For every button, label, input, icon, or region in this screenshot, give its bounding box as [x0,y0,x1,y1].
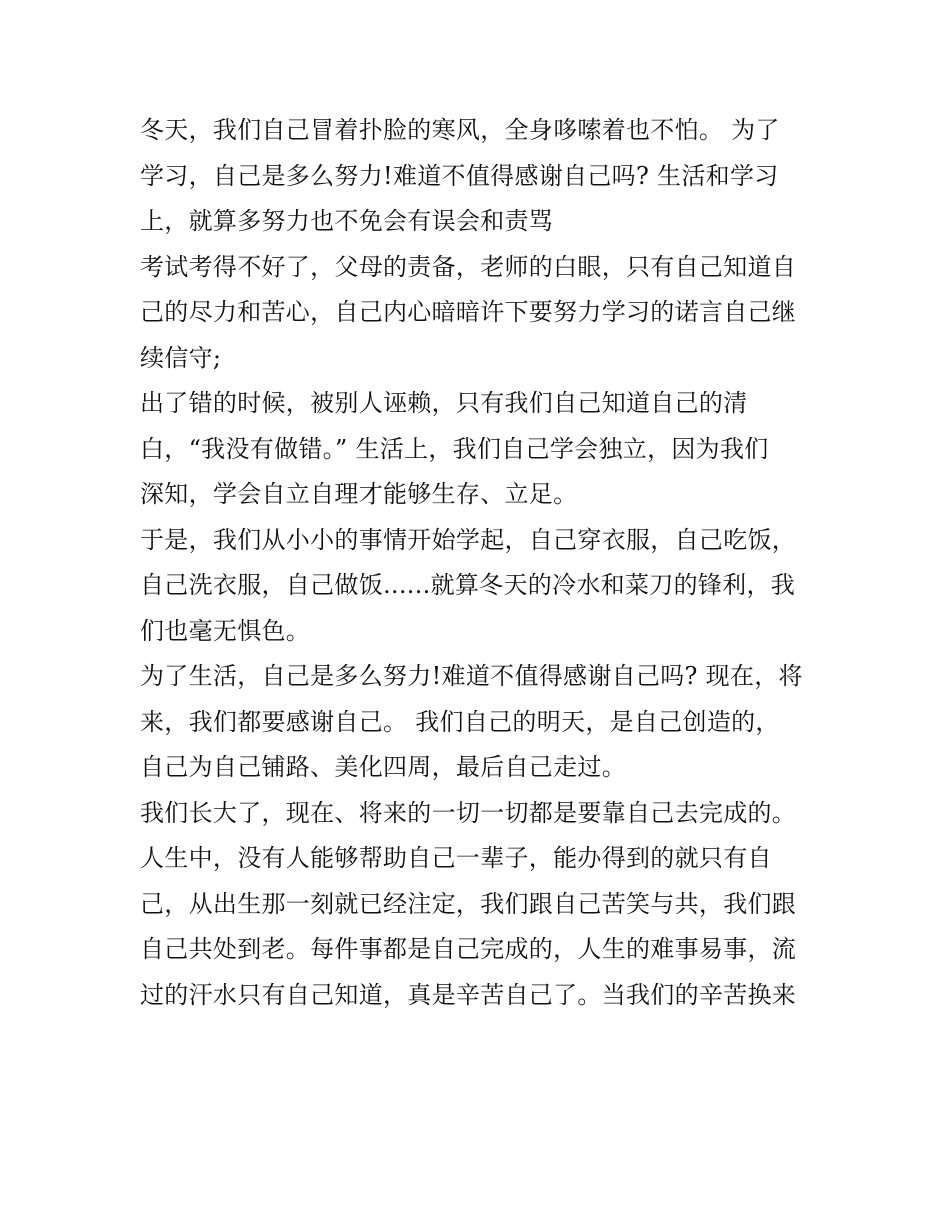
text-line: 出了错的时候，被别人诬赖，只有我们自己知道自己的清 [140,389,748,417]
text-line: 我们长大了，现在、将来的一切一切都是要靠自己去完成的。 [140,798,797,827]
text-line: 为了生活，自己是多么努力!难道不值得感谢自己吗? 现在，将 [140,662,803,690]
text-line: 于是，我们从小小的事情开始学起，自己穿衣服，自己吃饭， [140,525,797,554]
text-line: 上，就算多努力也不免会有误会和责骂 [140,207,554,235]
text-line: 学习，自己是多么努力!难道不值得感谢自己吗? 生活和学习 [140,161,779,190]
text-line: 冬天，我们自己冒着扑脸的寒风，全身哆嗦着也不怕。 为了 [140,116,780,144]
text-line: 白，“我没有做错。” 生活上，我们自己学会独立，因为我们 [140,434,769,463]
text-line: 续信守; [140,343,222,372]
text-line: 己的尽力和苦心，自己内心暗暗许下要努力学习的诺言自己继 [140,298,797,326]
text-line: 考试考得不好了，父母的责备，老师的白眼，只有自己知道自 [140,252,797,281]
text-line: 人生中，没有人能够帮助自己一辈子，能办得到的就只有自 [140,844,772,872]
text-line: 自己为自己铺路、美化四周，最后自己走过。 [140,753,626,781]
body-text [140,108,840,1018]
text-line: 们也毫无惧色。 [140,616,311,645]
text-line: 过的汗水只有自己知道，真是辛苦自己了。当我们的辛苦换来 [140,980,797,1009]
text-line: 己，从出生那一刻就已经注定，我们跟自己苦笑与共，我们跟 [140,889,797,918]
text-line: 自己共处到老。每件事都是自己完成的，人生的难事易事，流 [140,935,797,963]
text-line: 深知，学会自立自理才能够生存、立足。 [140,480,578,508]
text-line: 自己洗衣服，自己做饭......就算冬天的冷水和菜刀的锋利，我 [140,571,796,599]
text-line: 来，我们都要感谢自己。 我们自己的明天，是自己创造的， [140,707,780,736]
